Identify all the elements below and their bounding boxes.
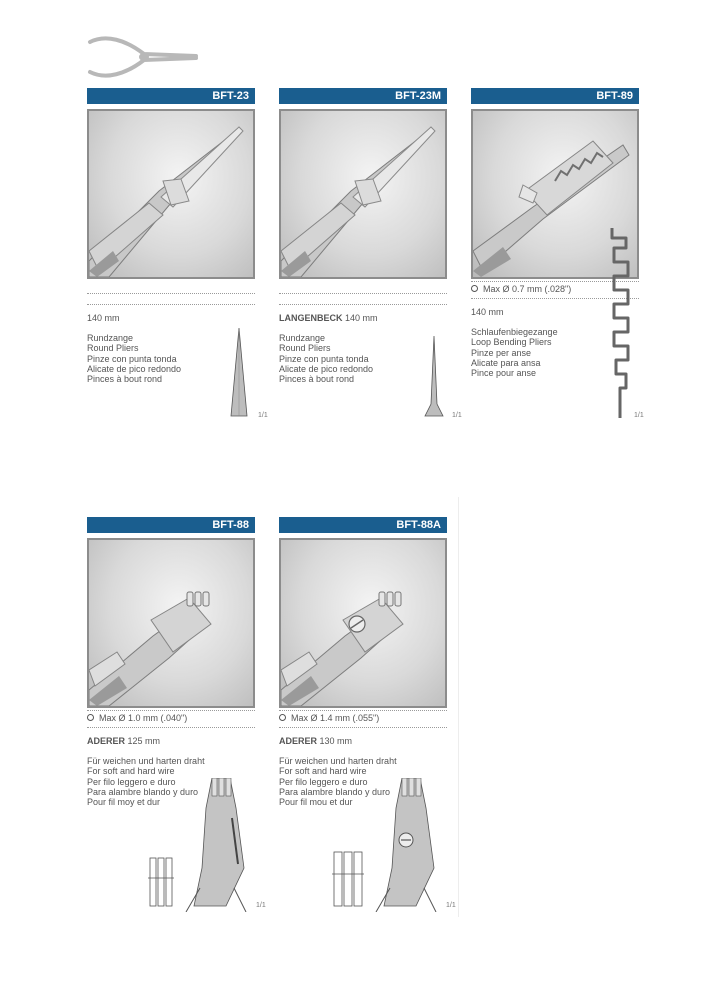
- max-wire-diameter: Max Ø 1.4 mm (.055"): [279, 713, 447, 724]
- divider: [279, 727, 447, 728]
- aderer-screw-tip-icon: [330, 778, 444, 912]
- divider: [279, 293, 447, 294]
- scale-label: 1/1: [446, 902, 456, 909]
- pliers-outline-icon: [86, 36, 201, 78]
- scale-label: 1/1: [258, 412, 268, 419]
- ring-icon: [471, 285, 478, 292]
- product-photo: [87, 538, 255, 708]
- scale-label: 1/1: [452, 412, 462, 419]
- product-description: Für weichen und harten draht For soft and hard wire Per filo leggero e duro Para alambre blando y duro Pour fil mou et dur: [279, 756, 397, 808]
- column-divider: [458, 497, 459, 917]
- round-pliers-photo-icon: [89, 111, 253, 277]
- product-length: LANGENBECK 140 mm: [279, 313, 378, 323]
- max-wire-diameter: Max Ø 1.0 mm (.040"): [87, 713, 255, 724]
- product-card-bft-88a: [279, 517, 447, 807]
- product-code-bar: BFT-23: [87, 88, 255, 104]
- max-wire-diameter: Max Ø 0.7 mm (.028"): [471, 284, 639, 295]
- divider: [87, 304, 255, 305]
- product-photo: [87, 109, 255, 279]
- scale-label: 1/1: [634, 412, 644, 419]
- product-description: Schlaufenbiegezange Loop Bending Pliers Pinze per anse Alicate para ansa Pince pour anse: [471, 327, 558, 379]
- divider: [87, 293, 255, 294]
- product-description: Für weichen und harten draht For soft and hard wire Per filo leggero e duro Para alambre blando y duro Pour fil moy et dur: [87, 756, 205, 808]
- product-photo: [279, 109, 447, 279]
- wire-loop-icon: [608, 228, 636, 420]
- round-tip-icon: [227, 328, 251, 420]
- ring-icon: [87, 714, 94, 721]
- product-length: 140 mm: [471, 307, 504, 317]
- divider: [279, 710, 447, 711]
- aderer-tip-icon: [146, 778, 254, 912]
- aderer-screw-pliers-photo-icon: [281, 540, 445, 706]
- product-card-bft-88: [87, 517, 255, 807]
- divider: [279, 304, 447, 305]
- product-card-bft-23m: [279, 88, 447, 384]
- fine-tip-icon: [423, 336, 445, 420]
- product-photo: [279, 538, 447, 708]
- ring-icon: [279, 714, 286, 721]
- product-description: Rundzange Round Pliers Pinze con punta tonda Alicate de pico redondo Pinces à bout rond: [87, 333, 182, 385]
- product-length: ADERER 130 mm: [279, 736, 353, 746]
- product-code-bar: BFT-89: [471, 88, 639, 104]
- product-description: Rundzange Round Pliers Pinze con punta tonda Alicate de pico redondo Pinces à bout rond: [279, 333, 374, 385]
- product-code-bar: BFT-88: [87, 517, 255, 533]
- aderer-pliers-photo-icon: [89, 540, 253, 706]
- round-pliers-photo-icon: [281, 111, 445, 277]
- scale-label: 1/1: [256, 902, 266, 909]
- product-length: 140 mm: [87, 313, 120, 323]
- product-code-bar: BFT-23M: [279, 88, 447, 104]
- divider: [87, 727, 255, 728]
- product-code-bar: BFT-88A: [279, 517, 447, 533]
- product-length: ADERER 125 mm: [87, 736, 161, 746]
- divider: [87, 710, 255, 711]
